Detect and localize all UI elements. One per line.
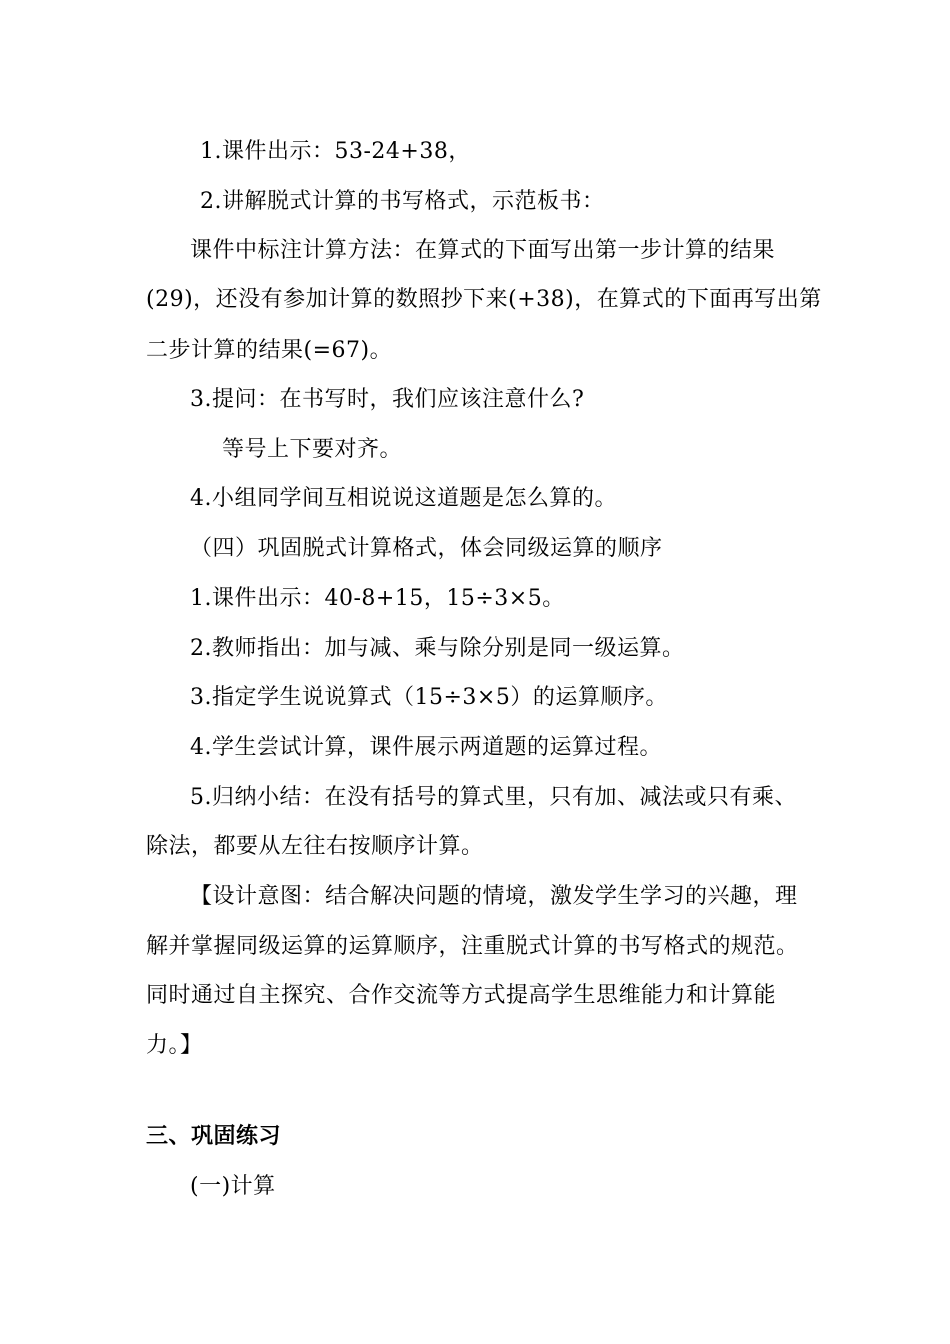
text-line-6: 3.提问：在书写时，我们应该注意什么? [190, 387, 585, 412]
text-line-17: 解并掌握同级运算的运算顺序，注重脱式计算的书写格式的规范。 [146, 934, 799, 959]
text-line-13: 4.学生尝试计算，课件展示两道题的运算过程。 [190, 735, 662, 760]
text-line-9: （四）巩固脱式计算格式，体会同级运算的顺序 [190, 536, 663, 561]
text-line-16: 【设计意图：结合解决问题的情境，激发学生学习的兴趣，理 [190, 884, 798, 909]
text-line-12: 3.指定学生说说算式（15÷3×5）的运算顺序。 [190, 685, 668, 710]
text-line-4: (29)，还没有参加计算的数照抄下来(+38)，在算式的下面再写出第 [146, 287, 822, 312]
text-line-8: 4.小组同学间互相说说这道题是怎么算的。 [190, 486, 617, 511]
text-line-15: 除法，都要从左往右按顺序计算。 [146, 834, 484, 859]
text-line-14: 5.归纳小结：在没有括号的算式里，只有加、减法或只有乘、 [190, 785, 797, 810]
subsection-heading: (一)计算 [190, 1174, 276, 1199]
text-line-11: 2.教师指出：加与减、乘与除分别是同一级运算。 [190, 636, 685, 661]
text-line-7: 等号上下要对齐。 [222, 437, 403, 462]
section-heading: 三、巩固练习 [146, 1124, 282, 1149]
text-line-18: 同时通过自主探究、合作交流等方式提高学生思维能力和计算能 [146, 983, 777, 1008]
text-line-19: 力。】 [146, 1033, 203, 1058]
text-line-10: 1.课件出示：40-8+15，15÷3×5。 [190, 586, 565, 611]
text-line-3: 课件中标注计算方法：在算式的下面写出第一步计算的结果 [190, 238, 776, 263]
text-line-2: 2.讲解脱式计算的书写格式，示范板书： [200, 189, 605, 214]
text-line-5: 二步计算的结果(=67)。 [146, 338, 393, 363]
text-line-1: 1.课件出示：53-24+38， [200, 139, 471, 164]
